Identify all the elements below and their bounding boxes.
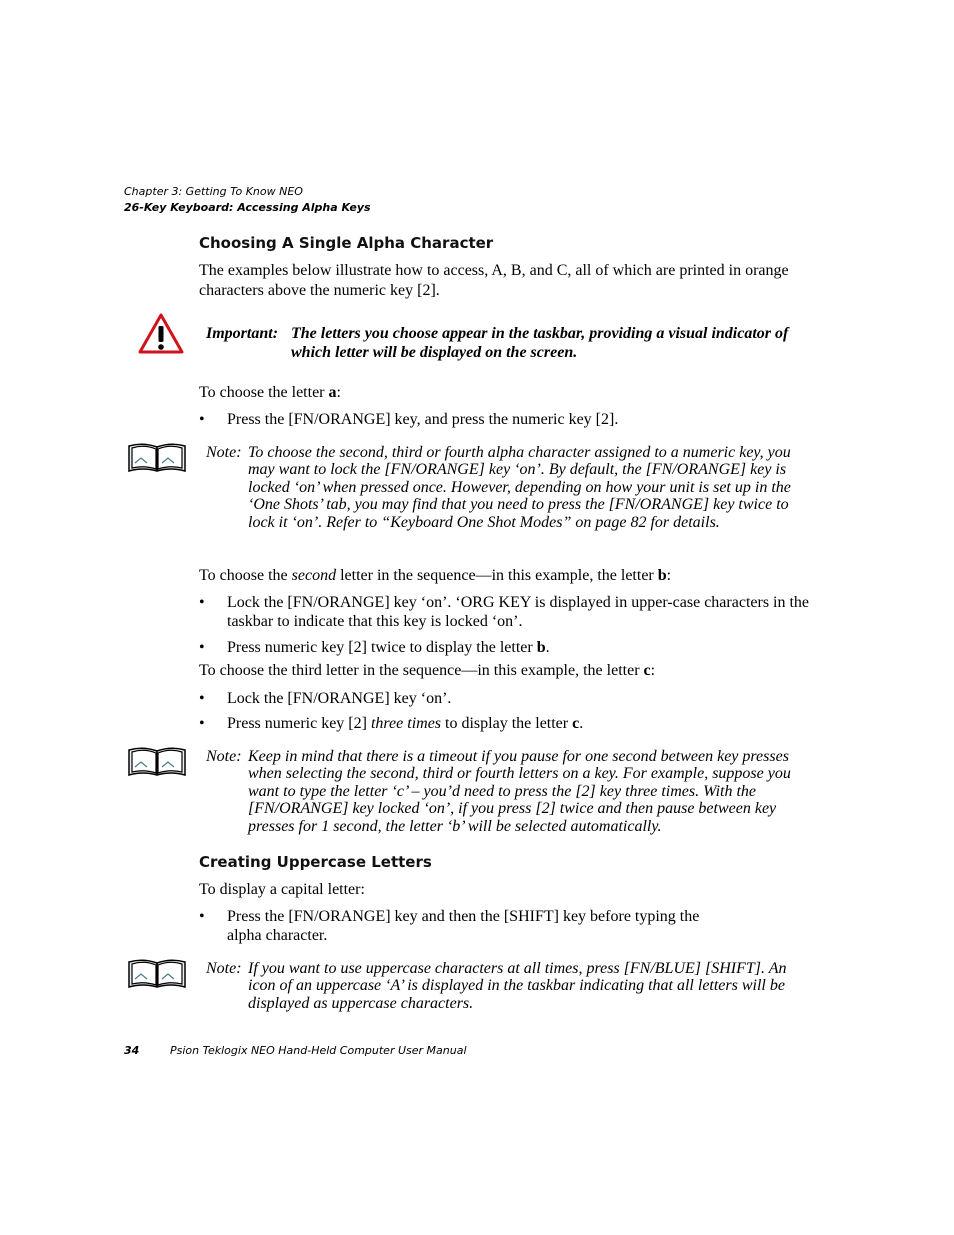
book-note-icon [127, 957, 187, 989]
note-label: Note: [206, 444, 242, 461]
book-note-icon [127, 745, 187, 777]
important-text: The letters you choose appear in the taskbar, providing a visual indicator of which letter will be displayed on the screen. [291, 325, 789, 361]
important-callout [206, 324, 816, 364]
footer-title: Psion Teklogix NEO Hand-Held Computer User Manual [170, 1044, 467, 1057]
running-header-section: 26-Key Keyboard: Accessing Alpha Keys [124, 201, 371, 214]
note-text: If you want to use uppercase characters at all times, press [FN/BLUE] [SHIFT]. An icon of an uppercase ‘A’ is displayed in the taskbar indicating that all letters will be displayed as uppercase characters. [248, 960, 787, 1012]
list-item: • Lock the [FN/ORANGE] key ‘on’. ‘ORG KEY is displayed in upper-case characters in the taskbar to indicate that this key is locked ‘on’. [199, 594, 810, 630]
list-item: • Lock the [FN/ORANGE] key ‘on’. [199, 690, 452, 707]
choose-letter-a: To choose the letter a: [199, 384, 341, 401]
note-callout-3 [206, 960, 816, 1015]
choose-letter-c: To choose the third letter in the sequence—in this example, the letter c: [199, 662, 656, 679]
note-label: Note: [206, 960, 242, 977]
page-number: 34 [124, 1044, 140, 1057]
list-item: • Press the [FN/ORANGE] key and then the [SHIFT] key before typing the alpha character. [199, 908, 700, 944]
choose-letter-b: To choose the second letter in the sequence—in this example, the letter b: [199, 567, 672, 584]
warning-icon [138, 312, 184, 354]
section-heading-uppercase: Creating Uppercase Letters [199, 853, 432, 871]
running-header-chapter: Chapter 3: Getting To Know NEO [124, 185, 303, 198]
note-text: Keep in mind that there is a timeout if you pause for one second between key presses when selecting the second, third or fourth letters on a key. For example, suppose you want to type the letter ‘c’ – you’d need to press the [2] key three times. With the [FN/ORANGE] key locked ‘on’, if you press [2] twice and then pause between key presses for 1 second, the letter ‘b’ will be selected automatically. [248, 748, 791, 835]
intro-paragraph: The examples below illustrate how to access, A, B, and C, all of which are printed in orange characters above the numeric key [2]. [199, 262, 789, 299]
note-callout-1 [206, 444, 816, 549]
book-note-icon [127, 441, 187, 473]
list-item: • Press the [FN/ORANGE] key, and press the numeric key [2]. [199, 411, 619, 428]
uppercase-intro: To display a capital letter: [199, 881, 365, 898]
list-item: • Press numeric key [2] three times to display the letter c. [199, 715, 584, 732]
section-heading-choosing: Choosing A Single Alpha Character [199, 234, 494, 252]
note-callout-2 [206, 748, 816, 838]
note-label: Note: [206, 748, 242, 765]
list-item: • Press numeric key [2] twice to display the letter b. [199, 639, 550, 656]
note-text: To choose the second, third or fourth alpha character assigned to a numeric key, you may want to lock the [FN/ORANGE] key ‘on’. By default, the [FN/ORANGE] key is locked ‘on’ when pressed once. However, depending on how your unit is set up in the ‘One Shots’ tab, you may find that you need to press the [FN/ORANGE] key twice to lock it ‘on’. Refer to “Keyboard One Shot Modes” on page 82 for details. [248, 444, 791, 531]
important-label: Important: [206, 325, 279, 342]
